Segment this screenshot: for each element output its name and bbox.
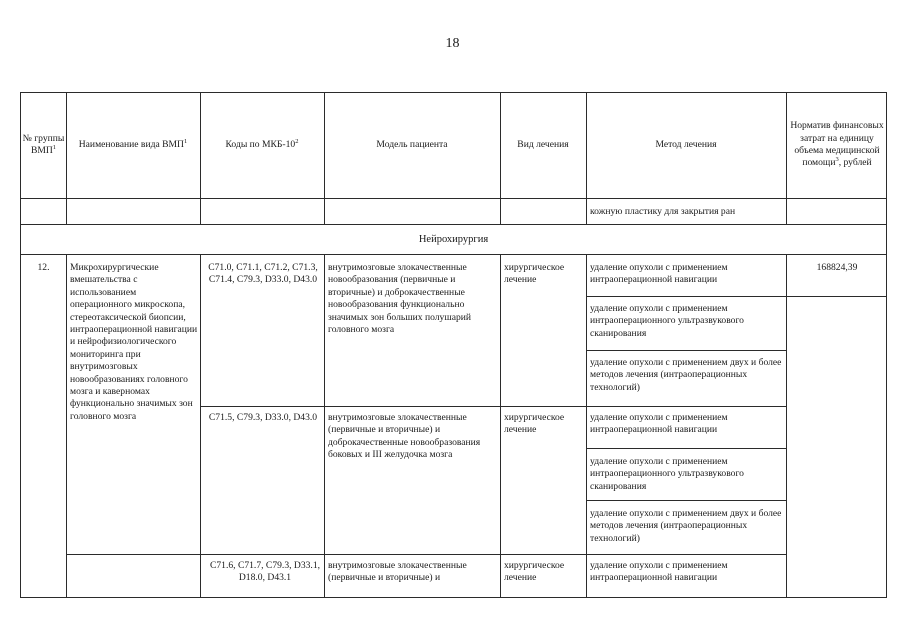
carry-row-method: кожную пластику для закрытия ран bbox=[590, 206, 736, 217]
header-treatment-type: Вид лечения bbox=[517, 138, 569, 150]
header-treatment-method: Метод лечения bbox=[655, 138, 717, 150]
section-title: Нейрохирургия bbox=[418, 234, 489, 245]
subgroup-2-model: внутримозговые злокачественные (первичные и вторичные) и доброкачественные новообразования боковых и III желудочка мозга bbox=[328, 412, 481, 461]
header-norm: Норматив финансовых затрат на единицу объема медицинской помощи$^3$, рублей bbox=[790, 120, 884, 169]
subgroup-2-method-1: удаление опухоли с применением интраоперационной навигации bbox=[590, 412, 728, 436]
subgroup-3-treatment: хирургическое лечение bbox=[504, 560, 565, 584]
page-number: 18 bbox=[445, 36, 460, 51]
subgroup-1-model: внутримозговые злокачественные новообразования (первичные и вторичные) и доброкачественные новообразования функционально значимых зон больших полушарий головного мозга bbox=[328, 262, 472, 336]
col-rule-6 bbox=[786, 92, 787, 224]
subgroup-2-method-2: удаление опухоли с применением интраоперационного ультразвукового сканирования bbox=[590, 456, 744, 492]
subgroup-3-model: внутримозговые злокачественные (первичные и вторичные) и bbox=[328, 560, 467, 584]
subgroup-rule-1 bbox=[200, 406, 786, 407]
group-number: 12. bbox=[37, 262, 50, 273]
subgroup-rule-2 bbox=[66, 554, 786, 555]
method-rule-1 bbox=[586, 296, 887, 297]
header-bottom-rule bbox=[20, 198, 887, 199]
subgroup-3-codes: C71.6, C71.7, C79.3, D33.1, D18.0, D43.1 bbox=[209, 560, 321, 584]
subgroup-2-codes: C71.5, C79.3, D33.0, D43.0 bbox=[208, 412, 318, 423]
col-rule-5b bbox=[586, 254, 587, 598]
header-mkb-codes: Коды по МКБ-$10^2$ bbox=[225, 137, 299, 150]
col-rule-6b bbox=[786, 254, 787, 598]
subgroup-1-codes: C71.0, C71.1, C71.2, C71.3, C71.4, C79.3, D33.0, D43.0 bbox=[208, 262, 318, 286]
table-border-right bbox=[886, 92, 887, 598]
header-patient-model: Модель пациента bbox=[376, 138, 448, 150]
subgroup-3-method-1: удаление опухоли с применением интраоперационной навигации bbox=[590, 560, 728, 584]
col-rule-3b bbox=[324, 254, 325, 598]
subgroup-1-method-3: удаление опухоли с применением двух и более методов лечения (интраоперационных технологий) bbox=[590, 357, 782, 393]
method-rule-4 bbox=[586, 500, 786, 501]
method-rule-2 bbox=[586, 350, 786, 351]
subgroup-2-method-3: удаление опухоли с применением двух и более методов лечения (интраоперационных технологий) bbox=[590, 508, 782, 544]
method-rule-3 bbox=[586, 448, 786, 449]
subgroup-1-method-1: удаление опухоли с применением интраоперационной навигации bbox=[590, 262, 728, 286]
col-rule-1b bbox=[66, 254, 67, 598]
col-rule-2b bbox=[200, 254, 201, 598]
table-border-bottom bbox=[20, 597, 887, 598]
carry-row-bottom-rule bbox=[20, 224, 887, 225]
group-norm: 168824,39 bbox=[816, 262, 858, 273]
header-group-no: № группы ВМП$^1$ bbox=[22, 132, 65, 156]
group-name: Микрохирургические вмешательства с использованием операционного микроскопа, стереотаксической биопсии, интраоперационной навигации и нейрофизиологического мониторинга при внутримозговых новообразованиях головного мозга и каверномах функционально значимых зон головного мозга bbox=[70, 262, 198, 422]
table-border-left bbox=[20, 92, 21, 598]
header-vmp-name: Наименование вида ВМП$^1$ bbox=[78, 137, 188, 150]
subgroup-1-method-2: удаление опухоли с применением интраоперационного ультразвукового сканирования bbox=[590, 303, 744, 339]
subgroup-2-treatment: хирургическое лечение bbox=[504, 412, 565, 436]
vmp-table bbox=[20, 92, 887, 598]
section-row-bottom-rule bbox=[20, 254, 887, 255]
col-rule-4b bbox=[500, 254, 501, 598]
subgroup-1-treatment: хирургическое лечение bbox=[504, 262, 565, 286]
